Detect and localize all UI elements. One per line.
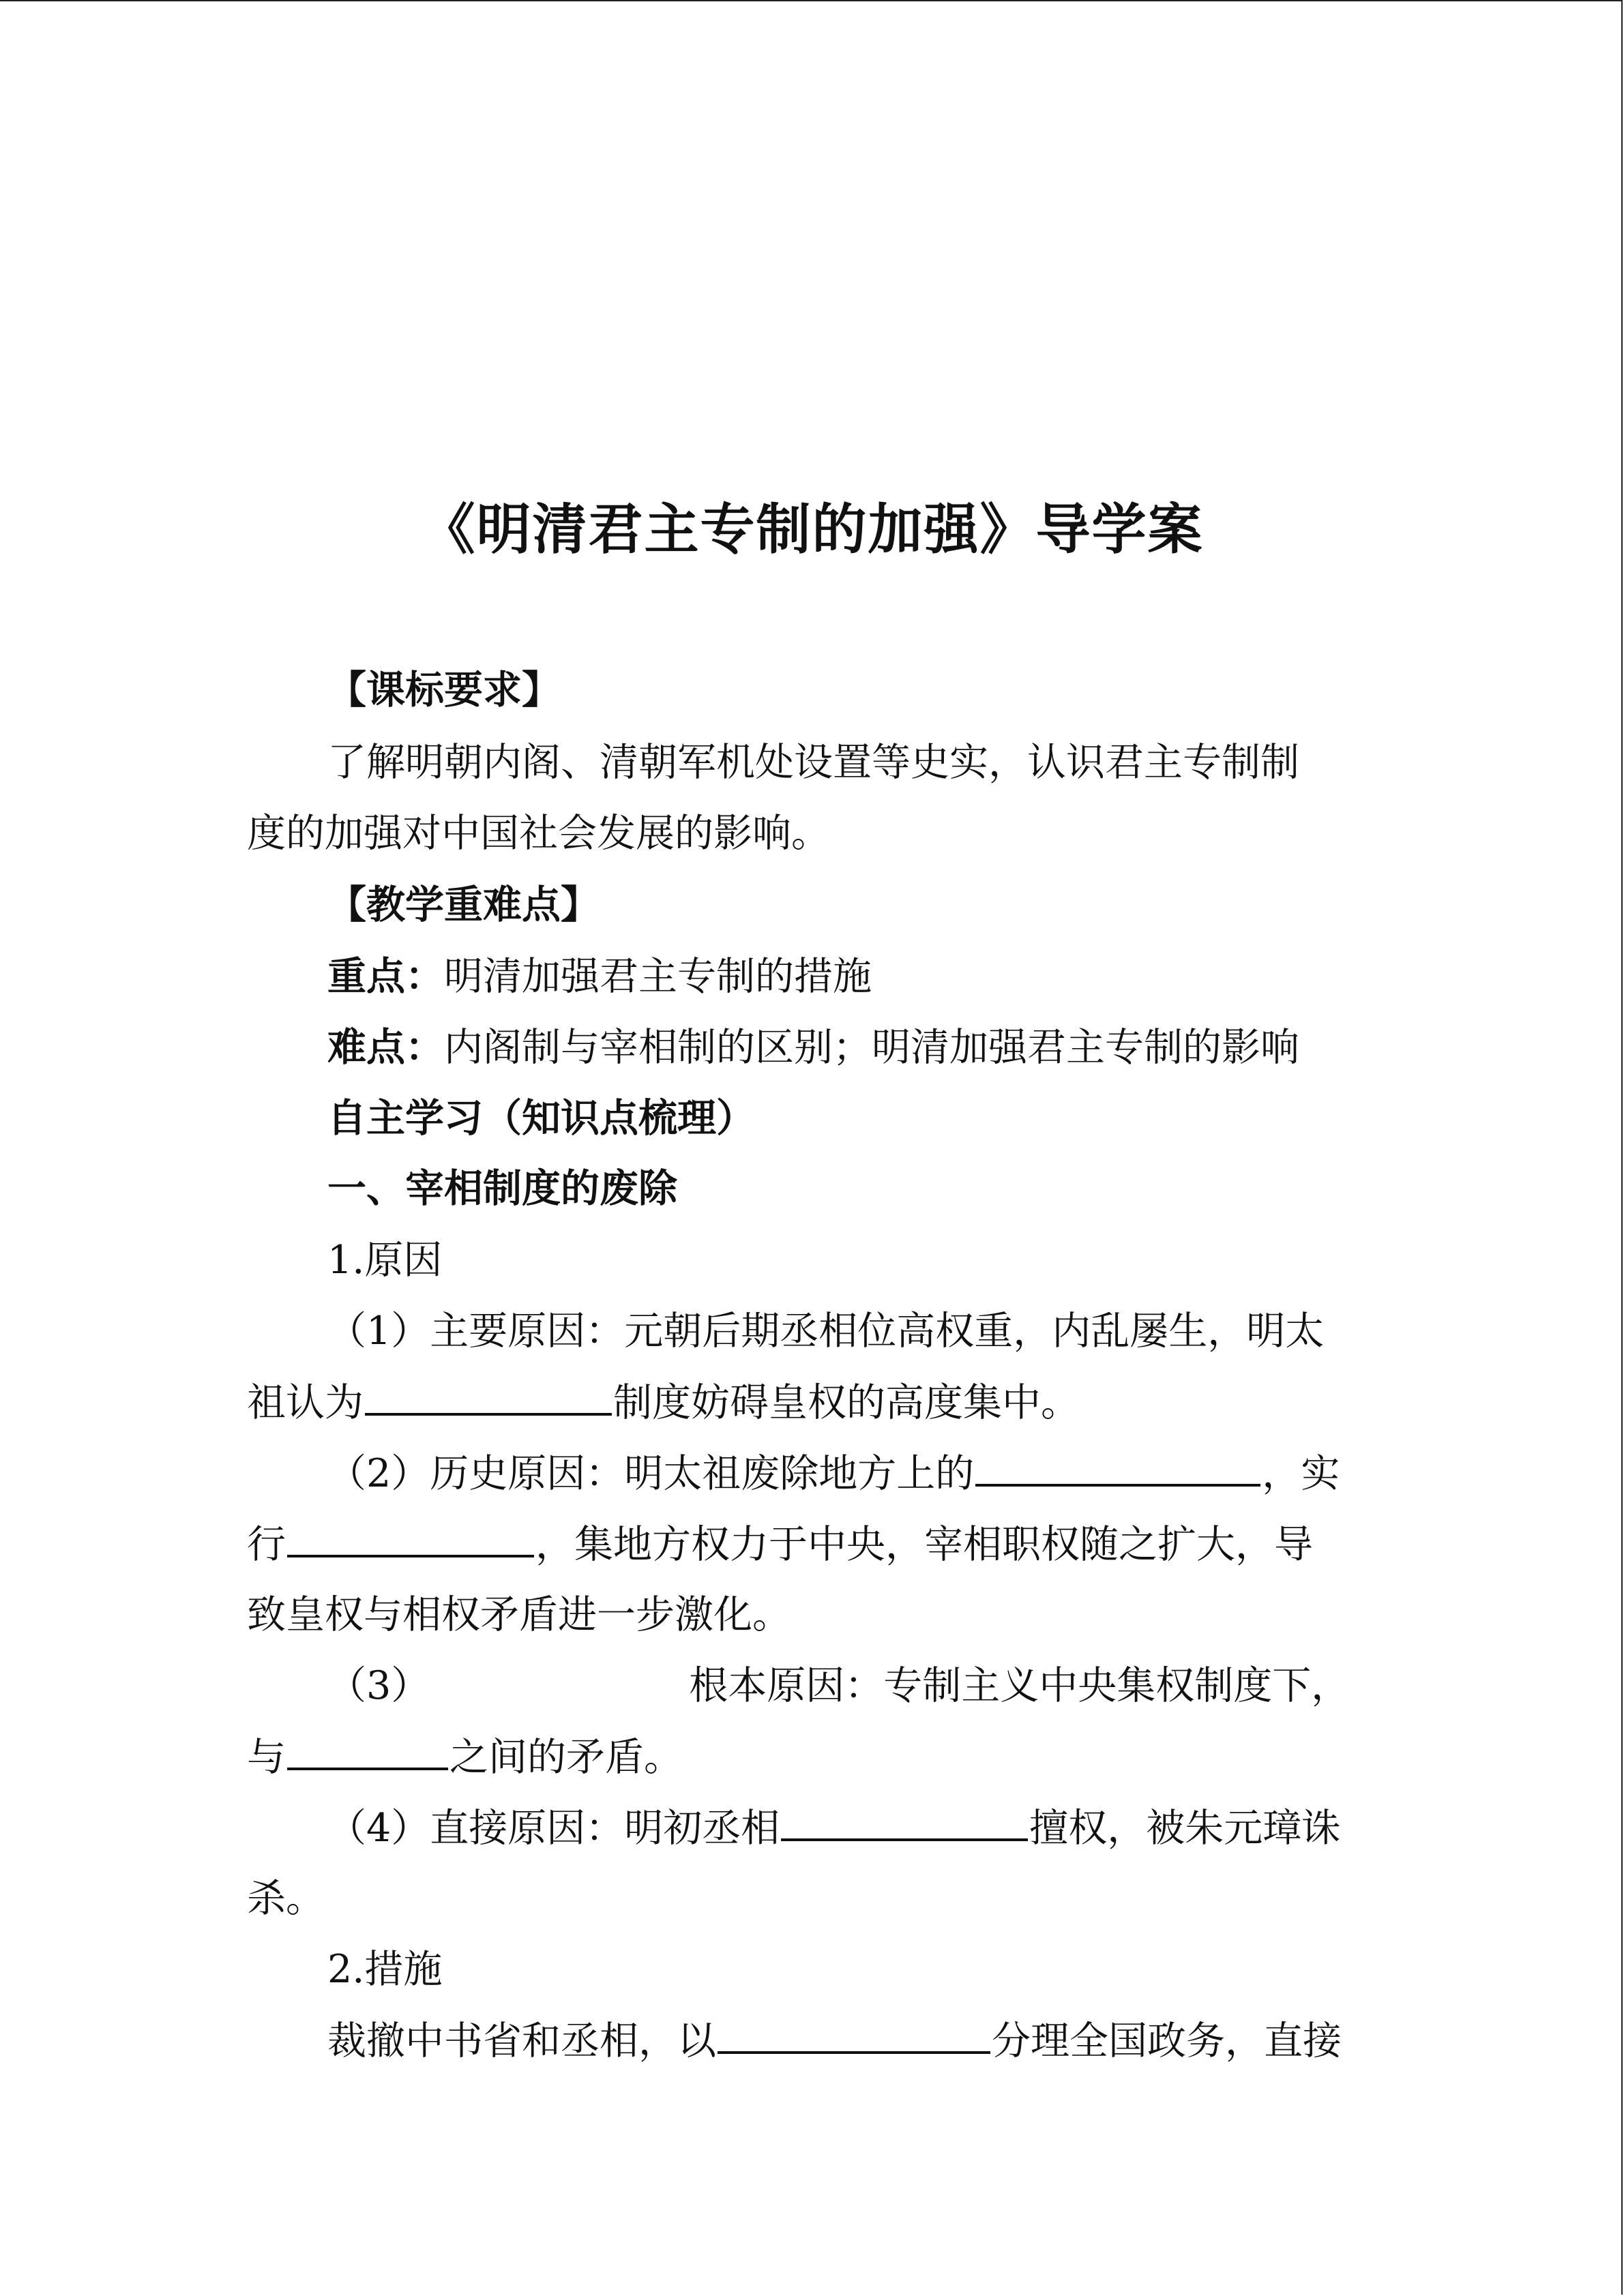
section-1-heading: 一、宰相制度的废除 <box>327 1166 677 1211</box>
reason-1-line-2: 祖认为 制度妨碍皇权的高度集中。 <box>247 1375 1080 1430</box>
course-standard-heading: 【课标要求】 <box>327 668 561 713</box>
measures-heading: 2.措施 <box>327 1947 443 1992</box>
fill-blank-3[interactable] <box>287 1517 534 1557</box>
difficulty-text: 内阁制与宰相制的区别；明清加强君主专制的影响 <box>444 1025 1299 1070</box>
difficulty-line <box>327 1020 1299 1075</box>
difficulty-label: 难点： <box>327 1025 444 1070</box>
reason-4-line-2: 杀。 <box>247 1876 325 1921</box>
key-points-heading: 【教学重难点】 <box>327 882 600 927</box>
reason-3-line-1: （3） 根本原因：专制主义中央集权制度下， <box>327 1663 1350 1708</box>
focus-line <box>327 949 872 1004</box>
fill-blank-4[interactable] <box>287 1729 448 1770</box>
reason-1-line-1: （1）主要原因：元朝后期丞相位高权重，内乱屡生，明太 <box>327 1309 1325 1354</box>
course-standard-line-2: 度的加强对中国社会发展的影响。 <box>247 811 830 856</box>
fill-blank-1[interactable] <box>365 1375 612 1416</box>
fill-blank-6[interactable] <box>718 2013 990 2054</box>
reason-4-line-1: （4）直接原因：明初丞相 擅权，被朱元璋诛 <box>327 1800 1340 1855</box>
reasons-heading: 1.原因 <box>327 1238 443 1283</box>
reason-2-line-2: 行 ，集地方权力于中央，宰相职权随之扩大，导 <box>247 1517 1313 1572</box>
measures-line-1: 裁撤中书省和丞相，以 分理全国政务，直接 <box>327 2013 1342 2068</box>
reason-2-line-3: 致皇权与相权矛盾进一步激化。 <box>247 1592 791 1637</box>
focus-text: 明清加强君主专制的措施 <box>444 954 872 999</box>
focus-label: 重点： <box>327 954 444 999</box>
fill-blank-2[interactable] <box>975 1446 1260 1487</box>
self-study-heading: 自主学习（知识点梳理） <box>327 1096 755 1141</box>
course-standard-line-1: 了解明朝内阁、清朝军机处设置等史实，认识君主专制制 <box>327 740 1299 785</box>
reason-2-line-1: （2）历史原因：明太祖废除地方上的 ，实 <box>327 1446 1340 1501</box>
fill-blank-5[interactable] <box>781 1800 1028 1841</box>
reason-3-line-2: 与 之间的矛盾。 <box>247 1729 683 1785</box>
page-title: 《明清君主专制的加强》导学案 <box>420 498 1204 561</box>
